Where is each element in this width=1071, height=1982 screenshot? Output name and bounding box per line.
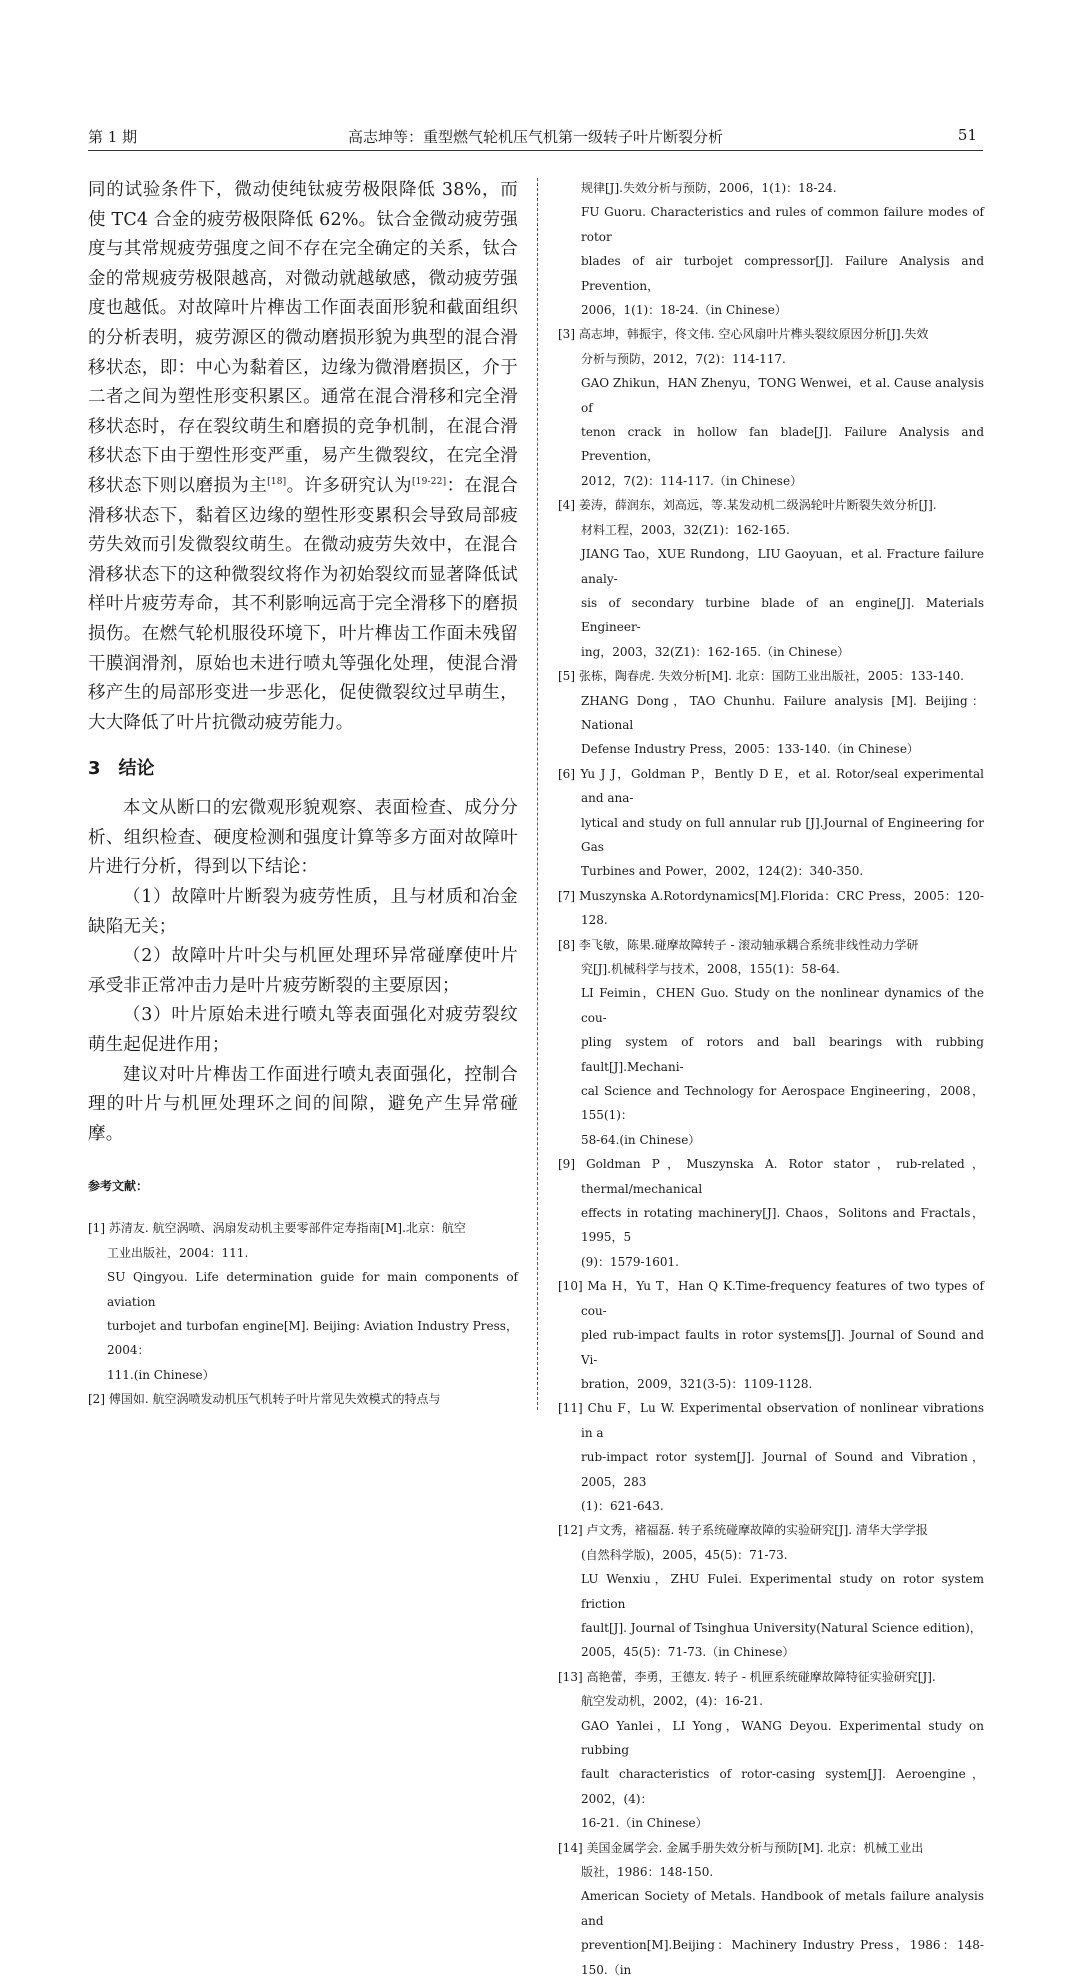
reference-entry: [13] 高艳蕾，李勇，王德友. 转子 - 机匣系统碰摩故障特征实验研究[J]. 航空发动机，2002，(4)：16-21. GAO Yanlei，LI Yong，WANG Deyou. Experimental study on rubbing fault characteristics of rotor-casing system[J]. Aeroengine，2002，(4)： 16-21.（in Chinese）	[558, 1669, 984, 1831]
references-title: 参考文献：	[88, 1179, 149, 1194]
reference-entry: [4] 姜涛，薛润东，刘高远，等.某发动机二级涡轮叶片断裂失效分析[J]. 材料工程，2003，32(Z1)：162-165. JIANG Tao，XUE Rundong，LIU Gaoyuan，et al. Fracture failure analy- sis of secondary turbine blade of an engine[J]. Materials Engineer- ing，2003，32(Z1)：162-165.（in Chinese）	[558, 498, 984, 659]
page-number: 51	[957, 126, 977, 144]
conclusion-item: （1）故障叶片断裂为疲劳性质，且与材质和冶金缺陷无关；	[88, 887, 518, 937]
conclusion-item: （2）故障叶片叶尖与机匣处理环异常碰摩使叶片承受非正常冲击力是叶片疲劳断裂的主要原因；	[88, 946, 518, 996]
body-paragraph: 同的试验条件下，微动使纯钛疲劳极限降低 38%，而使 TC4 合金的疲劳极限降低 62%。钛合金微动疲劳强度与其常规疲劳强度之间不存在完全确定的关系，钛合金的常规疲劳极限越高，对微动就越敏感，微动疲劳强度也越低。对故障叶片榫齿工作面表面形貌和截面组织的分析表明，疲劳源区的微动磨损形貌为典型的混合滑移状态，即：中心为黏着区，边缘为微滑磨损区，介于二者之间为塑性形变积累区。通常在混合滑移和完全滑移状态时，存在裂纹萌生和磨损的竞争机制，在混合滑移状态下由于塑性形变严重，易产生微裂纹，在完全滑移状态下则以磨损为主[18]。许多研究认为[19-22]：在混合滑移状态下，黏着区边缘的塑性形变累积会导致局部疲劳失效而引发微裂纹萌生。在微动疲劳失效中，在混合滑移状态下的这种微裂纹将作为初始裂纹而显著降低试样叶片疲劳寿命，其不利影响远高于完全滑移下的磨损损伤。在燃气轮机服役环境下，叶片榫齿工作面未残留干膜润滑剂，原始也未进行喷丸等强化处理，使混合滑移产生的局部形变进一步恶化，促使微裂纹过早萌生，大大降低了叶片抗微动疲劳能力。	[88, 180, 519, 733]
conclusion-recommendation: 建议对叶片榫齿工作面进行喷丸表面强化，控制合理的叶片与机匣处理环之间的间隙，避免产生异常碰摩。	[88, 1064, 518, 1144]
reference-entry: [14] 美国金属学会. 金属手册失效分析与预防[M]. 北京：机械工业出 版社，1986：148-150. American Society of Metals. Handbook of metals failure analysis and prevention[M].Beijing：Machinery Industry Press，1986：148-150.（in	[558, 1840, 984, 1977]
left-column	[88, 176, 518, 1412]
reference-entry: 规律[J].失效分析与预防，2006，1(1)：18-24. FU Guoru. Characteristics and rules of common failure modes of rotor blades of air turbojet compressor[J]. Failure Analysis and Prevention， 2006，1(1)：18-24.（in Chinese）	[581, 181, 984, 318]
header-rule	[88, 150, 983, 151]
conclusion-intro: 本文从断口的宏微观形貌观察、表面检查、成分分析、组织检查、硬度检测和强度计算等多方面对故障叶片进行分析，得到以下结论：	[88, 798, 518, 878]
issue-label: 第 1 期	[88, 128, 138, 146]
reference-entry: [7] Muszynska A.Rotordynamics[M].Florida：CRC Press，2005：120-128.	[558, 888, 984, 928]
section-title: 结论	[118, 758, 155, 780]
reference-entry: [12] 卢文秀，褚福磊. 转子系统碰摩故障的实验研究[J]. 清华大学学报 (自然科学版)，2005，45(5)：71-73. LU Wenxiu，ZHU Fulei. Experimental study on rotor system friction fault[J]. Journal of Tsinghua University(Natural Science edition)， 2005，45(5)：71-73.（in Chinese）	[558, 1523, 984, 1660]
reference-entry: [6] Yu J J，Goldman P，Bently D E，et al. Rotor/seal experimental and ana- lytical and study on full annular rub [J].Journal of Engineering for Gas Turbines and Power，2002，124(2)：340-350.	[558, 766, 984, 879]
reference-entry: [2] 傅国如. 航空涡喷发动机压气机转子叶片常见失效模式的特点与	[88, 1392, 441, 1407]
column-divider	[537, 178, 538, 1410]
reference-entry: [11] Chu F，Lu W. Experimental observation of nonlinear vibrations in a rub-impact rotor system[J]. Journal of Sound and Vibration，2005，283 (1)：621-643.	[558, 1401, 984, 1513]
page-header	[88, 122, 983, 148]
reference-entry: [9] Goldman P，Muszynska A. Rotor stator，rub-related，thermal/mechanical effects in rotating machinery[J]. Chaos，Solitons and Fractals，1995，5 (9)：1579-1601.	[558, 1157, 984, 1269]
reference-entry: [10] Ma H，Yu T，Han Q K.Time-frequency features of two types of cou- pled rub-impact faults in rotor systems[J]. Journal of Sound and Vi- bration，2009，321(3-5)：1109-1128.	[558, 1279, 984, 1391]
right-column	[558, 176, 984, 1982]
citation: [18]	[267, 477, 287, 488]
section-heading	[88, 754, 518, 780]
reference-entry: [1] 苏清友. 航空涡喷、涡扇发动机主要零部件定寿指南[M].北京：航空 工业出版社，2004：111. SU Qingyou. Life determination guide for main components of aviation turbojet and turbofan engine[M]. Beijing: Aviation Industry Press，2004： 111.(in Chinese）	[88, 1221, 518, 1382]
section-number: 3	[88, 758, 101, 780]
reference-entry: [3] 高志坤，韩振宇，佟文伟. 空心风扇叶片榫头裂纹原因分析[J].失效 分析与预防，2012，7(2)：114-117. GAO Zhikun，HAN Zhenyu，TONG Wenwei，et al. Cause analysis of tenon crack in hollow fan blade[J]. Failure Analysis and Prevention， 2012，7(2)：114-117.（in Chinese）	[558, 327, 984, 488]
running-title: 高志坤等：重型燃气轮机压气机第一级转子叶片断裂分析	[347, 128, 723, 146]
citation: [19-22]	[411, 477, 447, 488]
conclusion-item: （3）叶片原始未进行喷丸等表面强化对疲劳裂纹萌生起促进作用；	[88, 1005, 518, 1056]
reference-entry: [8] 李飞敏，陈果.碰摩故障转子 - 滚动轴承耦合系统非线性动力学研 究[J].机械科学与技术，2008，155(1)：58-64. LI Feimin，CHEN Guo. Study on the nonlinear dynamics of the cou- pling system of rotors and ball bearings with rubbing fault[J].Mechani- cal Science and Technology for Aerospace Engineering，2008，155(1)： 58-64.(in Chinese）	[558, 937, 984, 1147]
reference-entry: [5] 张栋，陶春虎. 失效分析[M]. 北京：国防工业出版社，2005：133-140. ZHANG Dong，TAO Chunhu. Failure analysis [M]. Beijing：National Defense Industry Press，2005：133-140.（in Chinese）	[558, 669, 984, 757]
